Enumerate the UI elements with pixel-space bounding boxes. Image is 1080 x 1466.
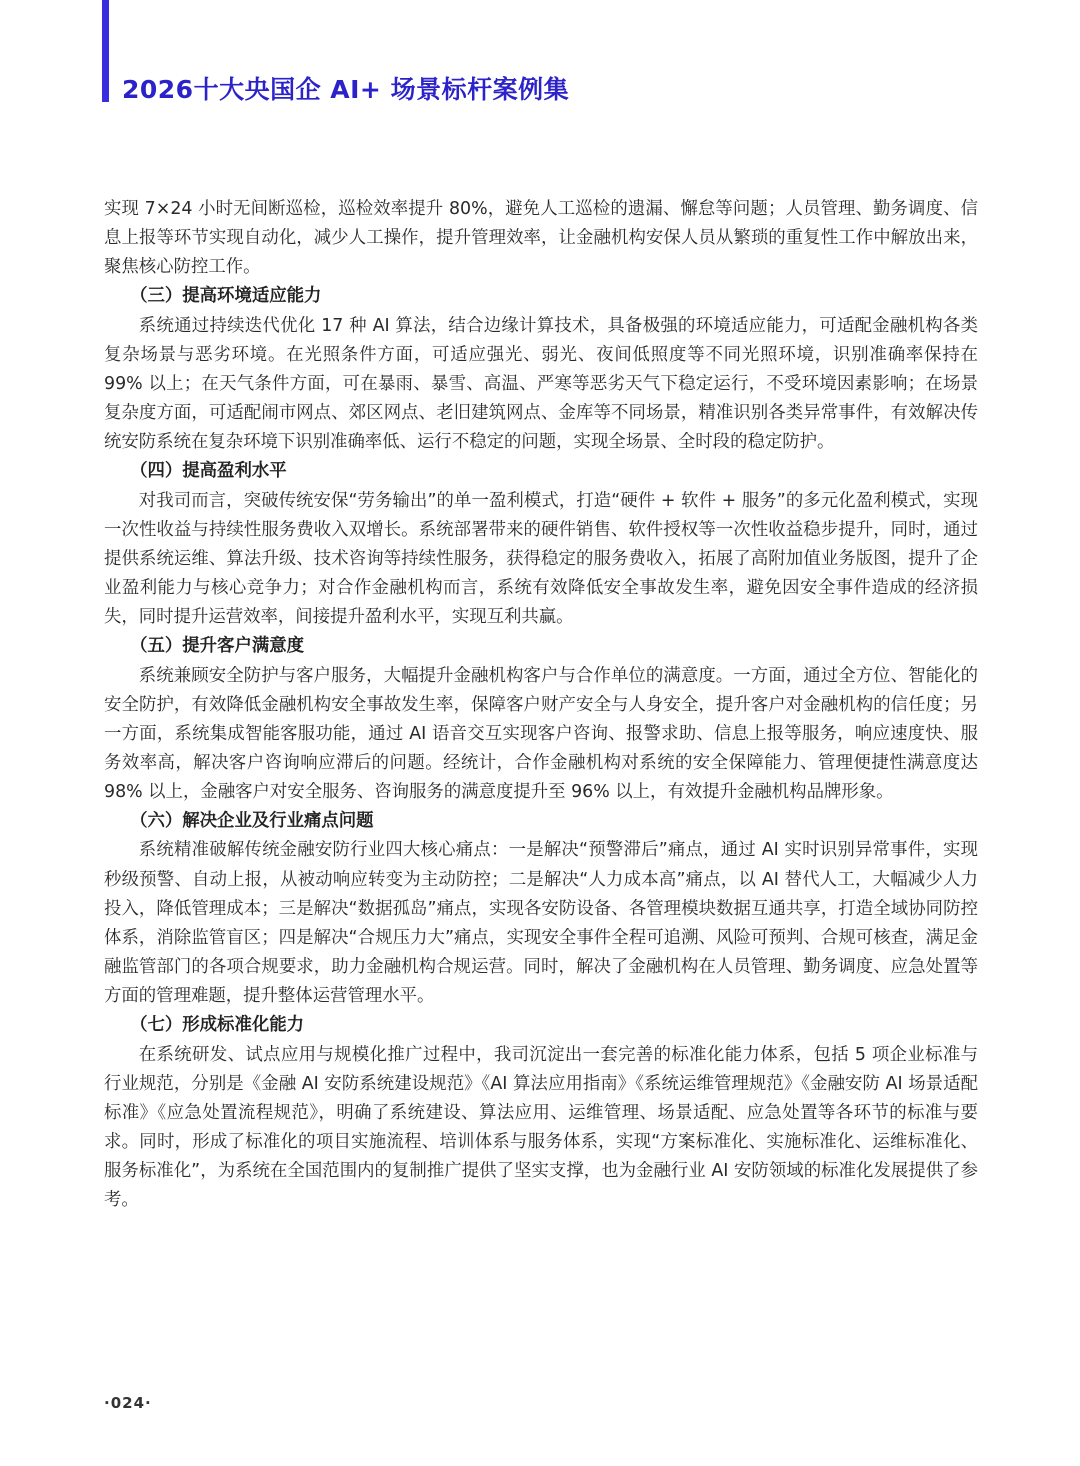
section-heading-4: （四）提高盈利水平 [130,461,287,482]
paragraph-profitability: 对我司而言，突破传统安保“劳务输出”的单一盈利模式，打造“硬件 + 软件 + 服务”的多元化盈利模式，实现一次性收益与持续性服务费收入双增长。系统部署带来的硬件销售、软件授权等一次性收益稳步提升，同时，通过提供系统运维、算法升级、技术咨询等持续性服务，获得稳定的服务费收入，拓展了高附加值业务版图，提升了企业盈利能力与核心竞争力；对合作金融机构而言，系统有效降低安全事故发生率，避免因安全事件造成的经济损失，同时提升运营效率，间接提升盈利水平，实现互利共赢。 [104,490,978,628]
paragraph-environment-adaptability: 系统通过持续迭代优化 17 种 AI 算法，结合边缘计算技术，具备极强的环境适应能力，可适配金融机构各类复杂场景与恶劣环境。在光照条件方面，可适应强光、弱光、夜间低照度等不同光照环境，识别准确率保持在 99% 以上；在天气条件方面，可在暴雨、暴雪、高温、严寒等恶劣天气下稳定运行，不受环境因素影响；在场景复杂度方面，可适配闹市网点、郊区网点、老旧建筑网点、金库等不同场景，精准识别各类异常事件，有效解决传统安防系统在复杂环境下识别准确率低、运行不稳定的问题，实现全场景、全时段的稳定防护。 [104,315,978,453]
section-heading-5: （五）提升客户满意度 [130,636,305,657]
paragraph-customer-satisfaction: 系统兼顾安全防护与客户服务，大幅提升金融机构客户与合作单位的满意度。一方面，通过全方位、智能化的安全防护，有效降低金融机构安全事故发生率，保障客户财产安全与人身安全，提升客户对金融机构的信任度；另一方面，系统集成智能客服功能，通过 AI 语音交互实现客户咨询、报警求助、信息上报等服务，响应速度快、服务效率高，解决客户咨询响应滞后的问题。经统计，合作金融机构对系统的安全保障能力、管理便捷性满意度达 98% 以上，金融客户对安全服务、咨询服务的满意度提升至 96% 以上，有效提升金融机构品牌形象。 [104,665,978,803]
paragraph-standardization: 在系统研发、试点应用与规模化推广过程中，我司沉淀出一套完善的标准化能力体系，包括 5 项企业标准与行业规范，分别是《金融 AI 安防系统建设规范》《AI 算法应用指南》《系统运维管理规范》《金融安防 AI 场景适配标准》《应急处置流程规范》，明确了系统建设、算法应用、运维管理、场景适配、应急处置等各环节的标准与要求。同时，形成了标准化的项目实施流程、培训体系与服务体系，实现“方案标准化、实施标准化、运维标准化、服务标准化”，为系统在全国范围内的复制推广提供了坚实支撑，也为金融行业 AI 安防领域的标准化发展提供了参考。 [104,1044,978,1211]
document-body [104,195,978,1215]
book-title: 2026十大央国企 AI+ 场景标杆案例集 [122,75,570,104]
header-accent-bar [102,0,109,102]
section-heading-7: （七）形成标准化能力 [130,1015,305,1036]
section-heading-3: （三）提高环境适应能力 [130,286,322,307]
section-heading-6: （六）解决企业及行业痛点问题 [130,811,374,832]
paragraph-pain-points: 系统精准破解传统金融安防行业四大核心痛点：一是解决“预警滞后”痛点，通过 AI 实时识别异常事件，实现秒级预警、自动上报，从被动响应转变为主动防控；二是解决“人力成本高”痛点，以 AI 替代人工，大幅减少人力投入，降低管理成本；三是解决“数据孤岛”痛点，实现各安防设备、各管理模块数据互通共享，打造全域协同防控体系，消除监管盲区；四是解决“合规压力大”痛点，实现安全事件全程可追溯、风险可预判、合规可核查，满足金融监管部门的各项合规要求，助力金融机构合规运营。同时，解决了金融机构在人员管理、勤务调度、应急处置等方面的管理难题，提升整体运营管理水平。 [104,840,978,1007]
page-number: ·024· [104,1394,152,1412]
paragraph-continuation: 实现 7×24 小时无间断巡检，巡检效率提升 80%，避免人工巡检的遗漏、懈怠等问题；人员管理、勤务调度、信息上报等环节实现自动化，减少人工操作，提升管理效率，让金融机构安保人员从繁琐的重复性工作中解放出来，聚焦核心防控工作。 [104,199,978,278]
